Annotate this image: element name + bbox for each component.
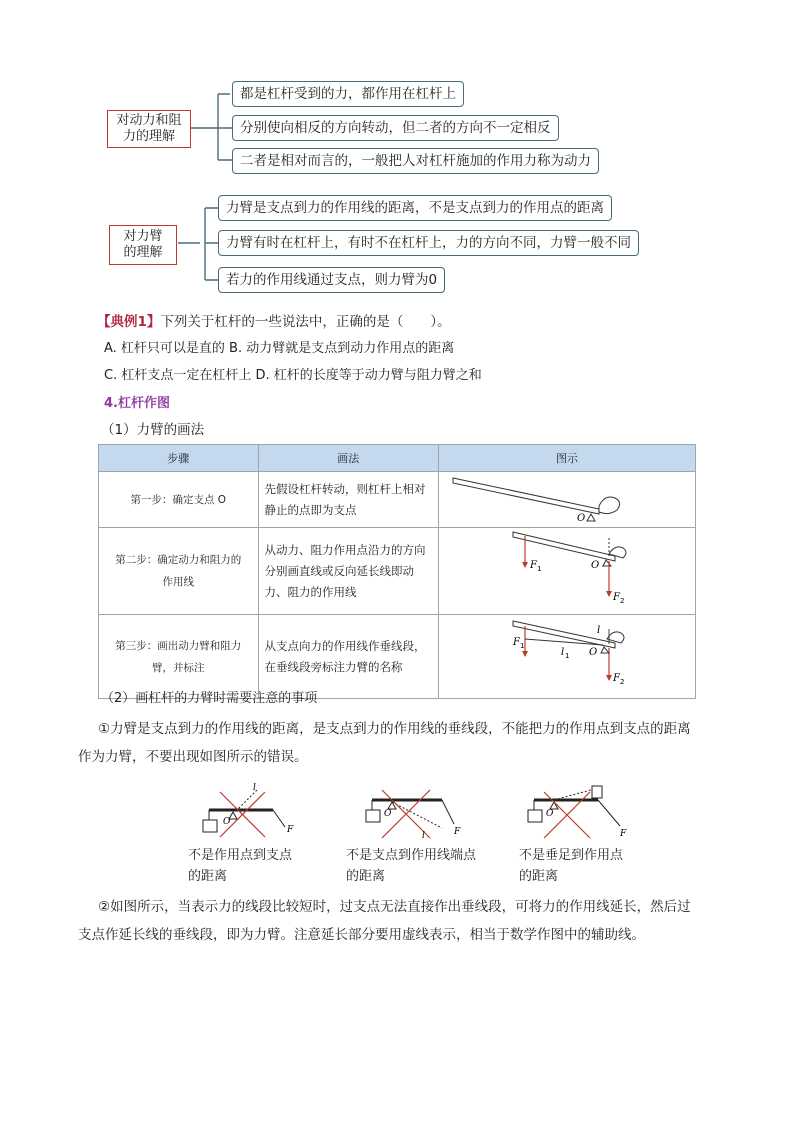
- step-cell: [99, 615, 259, 699]
- step-text: 作用线: [162, 576, 194, 588]
- force-label: F: [287, 825, 294, 835]
- force-label: F: [620, 829, 627, 839]
- method-text: 分别画直线或反向延长线即动: [264, 563, 415, 578]
- force-label: F: [454, 827, 461, 837]
- mindmap2-root: [109, 225, 177, 265]
- table-row: [99, 472, 696, 528]
- caption-line: 不是垂足到作用点: [519, 848, 624, 863]
- method-cell: [258, 528, 438, 615]
- example-tag: 【典例1】: [97, 314, 161, 330]
- error-figure-2: [358, 782, 468, 840]
- caption-line: 不是作用点到支点: [188, 848, 293, 863]
- force-subscript-2: 2: [620, 678, 625, 686]
- table-row: [99, 615, 696, 699]
- arm-label-l1: l: [561, 647, 565, 658]
- arm-label-l: l: [597, 625, 601, 636]
- example-options-cd: C. 杠杆支点一定在杠杆上 D. 杠杆的长度等于动力臂与阻力臂之和: [104, 368, 482, 383]
- mindmap1-root-line: 力的理解: [122, 129, 175, 144]
- force-label-F2: F: [613, 673, 620, 684]
- pivot-label: O: [577, 513, 586, 524]
- force-subscript-1: 1: [537, 565, 542, 573]
- mindmap1-root-line: 对动力和阻: [116, 113, 182, 128]
- notes-p1-line: ①力臂是支点到力的作用线的距离，是支点到力的作用线的垂线段，不能把力的作用点到支点的距离: [98, 721, 691, 737]
- notes-p1-line: 作为力臂，不要出现如图所示的错误。: [78, 749, 308, 765]
- error-figure-3: [520, 782, 630, 840]
- table-row: [99, 528, 696, 615]
- mindmap2-item: 力臂有时在杠杆上，有时不在杠杆上，力的方向不同，力臂一般不同: [218, 230, 639, 256]
- method-text: 静止的点即为支点: [264, 502, 357, 517]
- table-header: 图示: [439, 445, 696, 472]
- pivot-label: O: [591, 560, 600, 571]
- table-header: 步骤: [99, 445, 259, 472]
- example-question-line: [97, 310, 451, 330]
- notes-paragraph-2: [78, 893, 718, 949]
- arm-label: l: [422, 831, 425, 840]
- example-question: 下列关于杠杆的一些说法中，正确的是（ ）。: [160, 314, 451, 330]
- table-header: 画法: [258, 445, 438, 472]
- notes-p2-line: ②如图所示，当表示力的线段比较短时，过支点无法直接作出垂线段，可将力的作用线延长，然后过: [98, 899, 691, 915]
- step-cell: [99, 528, 259, 615]
- pivot-label: O: [589, 647, 598, 658]
- caption-line: 的距离: [519, 869, 559, 884]
- step-text: 第二步：确定动力和阻力的: [115, 554, 242, 566]
- pivot-label: O: [223, 817, 231, 827]
- figure-cell: [439, 472, 696, 528]
- method-cell: [258, 615, 438, 699]
- mindmap1-item: 分别使向相反的方向转动，但二者的方向不一定相反: [232, 115, 559, 141]
- error-figure-1: [195, 782, 305, 840]
- error-caption-3: [519, 845, 623, 887]
- step-cell: [99, 472, 259, 528]
- caption-line: 的距离: [346, 869, 386, 884]
- mindmap1-item: 二者是相对而言的，一般把人对杠杆施加的作用力称为动力: [232, 148, 599, 174]
- figure-cell: [439, 615, 696, 699]
- caption-line: 的距离: [188, 869, 228, 884]
- section-heading: 4.杠杆作图: [104, 396, 170, 411]
- notes-sub2: （2）画杠杆的力臂时需要注意的事项: [101, 691, 318, 706]
- notes-p2-line: 支点作延长线的垂线段，即为力臂。注意延长部分要用虚线表示，相当于数学作图中的辅助线。: [78, 927, 645, 943]
- pivot-label: O: [384, 809, 392, 819]
- step-text: 臂，并标注: [152, 661, 205, 674]
- notes-paragraph-1: [78, 715, 718, 771]
- step-text: 第三步：画出动力臂和阻力: [115, 639, 242, 652]
- arm-subscript-1: 1: [565, 652, 570, 660]
- mindmap2-root-line: 的理解: [123, 245, 163, 260]
- lever-steps-table: [98, 444, 696, 699]
- step-text: 第一步：确定支点 O: [130, 493, 227, 506]
- method-cell: [258, 472, 438, 528]
- method-text: 在垂线段旁标注力臂的名称: [264, 659, 403, 674]
- mindmap2-item: 力臂是支点到力的作用线的距离，不是支点到力的作用点的距离: [218, 195, 612, 221]
- figure-cell: [439, 528, 696, 615]
- force-label-F1: F: [530, 560, 537, 571]
- mindmap2-item: 若力的作用线通过支点，则力臂为0: [218, 267, 445, 293]
- arm-label: l: [253, 783, 256, 793]
- table-header-row: [99, 445, 696, 472]
- step2-lever-figure: [439, 528, 695, 611]
- force-subscript-2: 2: [620, 597, 625, 605]
- force-subscript-1: 1: [520, 642, 525, 650]
- example-options-ab: A. 杠杆只可以是直的 B. 动力臂就是支点到动力作用点的距离: [104, 341, 455, 356]
- pivot-label: O: [546, 809, 554, 819]
- caption-line: 不是支点到作用线端点: [346, 848, 477, 863]
- mindmap1-root: [107, 110, 191, 148]
- mindmap1-item: 都是杠杆受到的力，都作用在杠杆上: [232, 81, 464, 107]
- step1-lever-figure: [439, 472, 695, 524]
- error-caption-2: [346, 845, 476, 887]
- step3-lever-figure: [439, 615, 695, 695]
- error-caption-1: [188, 845, 292, 887]
- method-text: 从支点向力的作用线作垂线段，: [264, 638, 426, 653]
- method-text: 从动力、阻力作用点沿力的方向: [264, 542, 426, 557]
- method-text: 先假设杠杆转动，则杠杆上相对: [264, 481, 426, 496]
- force-label-F2: F: [613, 592, 620, 603]
- mindmap2-root-line: 对力臂: [123, 229, 163, 244]
- method-text: 力、阻力的作用线: [264, 584, 357, 599]
- force-label-F1: F: [513, 637, 520, 648]
- section-sub1: （1）力臂的画法: [101, 422, 205, 438]
